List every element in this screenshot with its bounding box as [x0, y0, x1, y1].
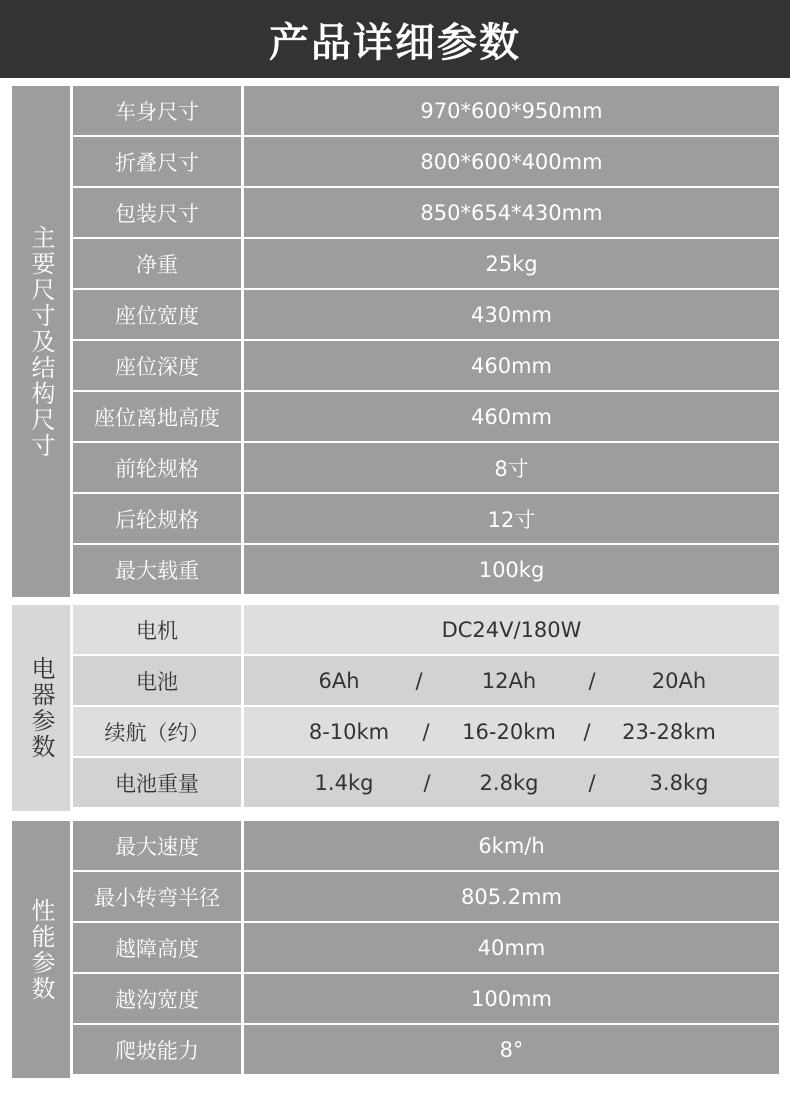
option-value: 23-28km	[622, 719, 716, 744]
param-value-multi	[244, 656, 779, 705]
param-name: 最小转弯半径	[73, 872, 241, 921]
page-title: 产品详细参数	[0, 0, 790, 78]
param-value: 970*600*950mm	[244, 86, 779, 135]
param-name: 电机	[73, 605, 241, 654]
param-name: 爬坡能力	[73, 1025, 241, 1074]
table-row	[73, 605, 779, 656]
option-value: 20Ah	[651, 668, 707, 693]
option-value: 2.8kg	[479, 770, 539, 795]
param-name: 车身尺寸	[73, 86, 241, 135]
param-name: 前轮规格	[73, 443, 241, 492]
table-row	[73, 545, 779, 596]
section-performance	[12, 821, 779, 1078]
separator: /	[583, 719, 591, 744]
option-value: 16-20km	[462, 719, 556, 744]
separator: /	[415, 668, 423, 693]
param-name: 包装尺寸	[73, 188, 241, 237]
param-value: 8°	[244, 1025, 779, 1074]
table-row	[73, 707, 779, 758]
section-label-electrical: 电器参数	[12, 605, 70, 811]
option-value: 8-10km	[308, 719, 390, 744]
separator: /	[422, 719, 430, 744]
table-row	[73, 137, 779, 188]
param-value: 460mm	[244, 341, 779, 390]
param-value: 6km/h	[244, 821, 779, 870]
table-row	[73, 923, 779, 974]
param-value: 100kg	[244, 545, 779, 594]
param-value-multi	[244, 758, 779, 807]
param-value: 25kg	[244, 239, 779, 288]
table-row	[73, 758, 779, 809]
param-value-multi	[244, 707, 779, 756]
table-row	[73, 974, 779, 1025]
table-row	[73, 872, 779, 923]
table-row	[73, 494, 779, 545]
param-value: 12寸	[244, 494, 779, 543]
param-name: 电池重量	[73, 758, 241, 807]
param-name: 座位离地高度	[73, 392, 241, 441]
table-row	[73, 821, 779, 872]
param-value: DC24V/180W	[244, 605, 779, 654]
param-value: 805.2mm	[244, 872, 779, 921]
electrical-rows	[73, 605, 779, 809]
param-name: 净重	[73, 239, 241, 288]
performance-rows	[73, 821, 779, 1076]
table-row	[73, 239, 779, 290]
section-electrical	[12, 605, 779, 811]
param-value: 8寸	[244, 443, 779, 492]
param-value: 460mm	[244, 392, 779, 441]
param-name: 最大速度	[73, 821, 241, 870]
main-rows	[73, 86, 779, 596]
param-value: 800*600*400mm	[244, 137, 779, 186]
separator: /	[588, 668, 596, 693]
param-value: 40mm	[244, 923, 779, 972]
param-name: 后轮规格	[73, 494, 241, 543]
param-name: 越障高度	[73, 923, 241, 972]
separator: /	[588, 770, 596, 795]
param-name: 电池	[73, 656, 241, 705]
table-row	[73, 290, 779, 341]
param-name: 折叠尺寸	[73, 137, 241, 186]
table-row	[73, 86, 779, 137]
separator: /	[423, 770, 431, 795]
param-name: 座位深度	[73, 341, 241, 390]
param-value: 100mm	[244, 974, 779, 1023]
table-row	[73, 392, 779, 443]
option-value: 6Ah	[318, 668, 360, 693]
param-name: 座位宽度	[73, 290, 241, 339]
param-name: 越沟宽度	[73, 974, 241, 1023]
table-row	[73, 443, 779, 494]
table-row	[73, 341, 779, 392]
param-value: 850*654*430mm	[244, 188, 779, 237]
param-value: 430mm	[244, 290, 779, 339]
param-name: 最大载重	[73, 545, 241, 594]
section-label-main: 主要尺寸及结构尺寸	[12, 86, 70, 597]
section-label-performance: 性能参数	[12, 821, 70, 1078]
table-row	[73, 1025, 779, 1076]
table-row	[73, 188, 779, 239]
option-value: 1.4kg	[314, 770, 374, 795]
section-main-dimensions	[12, 86, 779, 597]
table-row	[73, 656, 779, 707]
param-name: 续航（约）	[73, 707, 241, 756]
option-value: 3.8kg	[649, 770, 709, 795]
option-value: 12Ah	[481, 668, 537, 693]
